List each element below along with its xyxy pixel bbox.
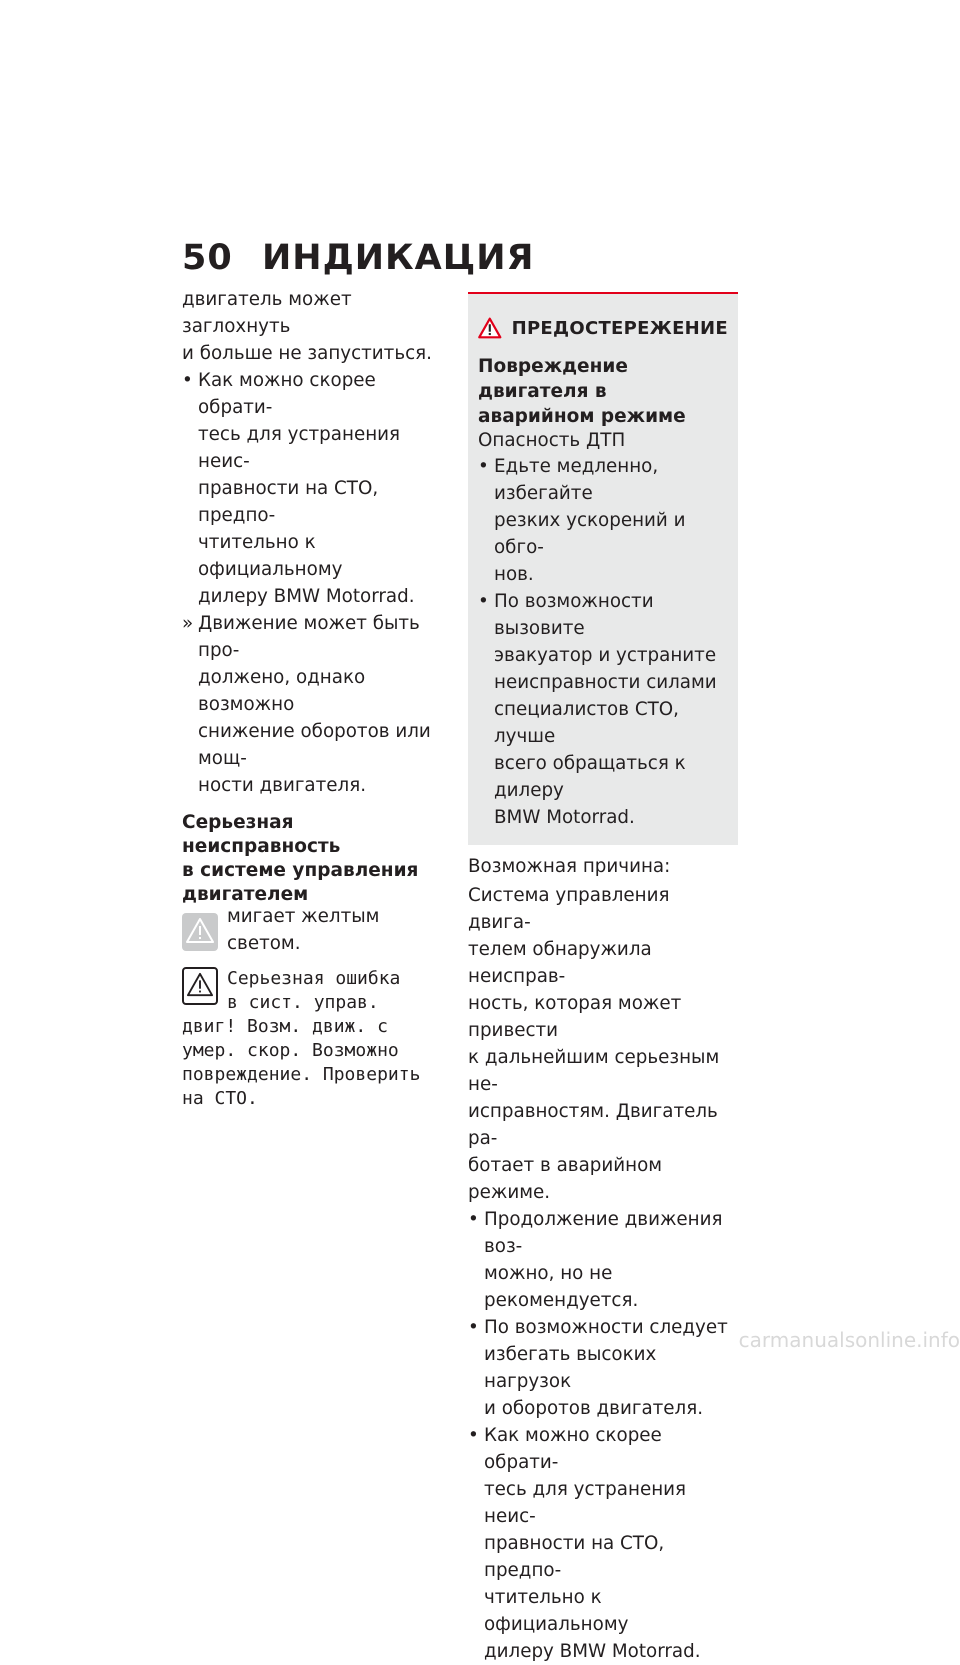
- page-title: ИНДИКАЦИЯ: [262, 238, 535, 278]
- right-column: [468, 292, 738, 1665]
- bullet-item: [182, 367, 450, 610]
- bullet-item: [468, 1314, 738, 1422]
- result-line: ности двигателя.: [198, 775, 367, 796]
- indicator-row: [182, 906, 450, 955]
- section-heading: [182, 811, 450, 907]
- page-header: [182, 238, 534, 278]
- bullet-marker: •: [478, 456, 489, 477]
- result-line: снижение оборотов или мощ-: [198, 721, 431, 769]
- warning-header: [478, 310, 728, 346]
- warning-subheading-line: аварийном режиме: [478, 406, 686, 427]
- intro-line: и больше не запуститься.: [182, 343, 432, 364]
- bullet-marker: •: [478, 591, 489, 612]
- display-message: [182, 967, 450, 1111]
- display-line: двиг! Возм. движ. с: [182, 1016, 388, 1037]
- bullet-line: тесь для устранения неис-: [198, 424, 401, 472]
- cause-line: телем обнаружила неисправ-: [468, 939, 652, 987]
- bullet-line: избегать высоких нагрузок: [484, 1344, 657, 1392]
- bullet-line: специалистов СТО, лучше: [494, 699, 679, 747]
- bullet-line: чтительно к официальному: [198, 532, 343, 580]
- bullet-line: резких ускорений и обго-: [494, 510, 686, 558]
- cause-label: Возможная причина:: [468, 856, 671, 877]
- display-line: в сист. управ.: [227, 992, 379, 1013]
- cause-line: ботает в аварийном режиме.: [468, 1155, 663, 1203]
- bullet-line: BMW Motorrad.: [494, 807, 635, 828]
- cause-line: ность, которая может привести: [468, 993, 682, 1041]
- result-marker: »: [182, 613, 194, 634]
- warning-subheading: [478, 354, 728, 429]
- cause-line: Система управления двига-: [468, 885, 670, 933]
- bullet-marker: •: [468, 1425, 479, 1446]
- display-line: Серьезная ошибка: [227, 968, 401, 989]
- warning-danger: Опасность ДТП: [478, 430, 626, 451]
- intro-line: двигатель может заглохнуть: [182, 289, 352, 337]
- bullet-marker: •: [468, 1209, 479, 1230]
- display-line: умер. скор. Возможно: [182, 1040, 399, 1061]
- bullet-line: Продолжение движения воз-: [484, 1209, 723, 1257]
- page-number: 50: [182, 238, 233, 278]
- bullet-line: неисправности силами: [494, 672, 717, 693]
- bullet-line: и оборотов двигателя.: [484, 1398, 704, 1419]
- bullet-line: Как можно скорее обрати-: [484, 1425, 662, 1473]
- bullet-line: всего обращаться к дилеру: [494, 753, 686, 801]
- bullet-marker: •: [468, 1317, 479, 1338]
- warning-display-icon: [182, 967, 218, 1005]
- result-line: должено, однако возможно: [198, 667, 366, 715]
- heading-line: в системе управления: [182, 860, 419, 881]
- cause-line: к дальнейшим серьезным не-: [468, 1047, 720, 1095]
- bullet-line: правности на СТО, предпо-: [484, 1533, 665, 1581]
- warning-box: [468, 292, 738, 845]
- warning-triangle-icon: [478, 311, 502, 345]
- heading-line: двигателем: [182, 884, 309, 905]
- bullet-item: [468, 1422, 738, 1665]
- bullet-line: нов.: [494, 564, 534, 585]
- cause-text: [468, 882, 738, 1206]
- bullet-line: чтительно к официальному: [484, 1587, 629, 1635]
- indicator-text: мигает желтым светом.: [227, 906, 380, 954]
- heading-line: Серьезная неисправность: [182, 812, 341, 857]
- result-line: Движение может быть про-: [198, 613, 420, 661]
- cause-line: исправностям. Двигатель ра-: [468, 1101, 718, 1149]
- bullet-line: По возможности следует: [484, 1317, 728, 1338]
- bullet-marker: •: [182, 370, 193, 391]
- warning-title: ПРЕДОСТЕРЕЖЕНИЕ: [511, 317, 728, 339]
- display-line: повреждение. Проверить: [182, 1064, 421, 1085]
- warning-light-icon: [182, 913, 218, 951]
- bullet-line: Едьте медленно, избегайте: [494, 456, 659, 504]
- watermark: carmanualsonline.info: [738, 1328, 960, 1352]
- bullet-line: эвакуатор и устраните: [494, 645, 717, 666]
- bullet-line: По возможности вызовите: [494, 591, 654, 639]
- display-line: на СТО.: [182, 1088, 258, 1109]
- left-column: [182, 286, 450, 1111]
- bullet-line: дилеру BMW Motorrad.: [484, 1641, 701, 1662]
- warning-subheading-line: Повреждение двигателя в: [478, 356, 628, 402]
- warning-bullet: [478, 453, 728, 588]
- warning-bullet: [478, 588, 728, 831]
- bullet-line: дилеру BMW Motorrad.: [198, 586, 415, 607]
- bullet-line: Как можно скорее обрати-: [198, 370, 376, 418]
- bullet-line: тесь для устранения неис-: [484, 1479, 687, 1527]
- bullet-item: [468, 1206, 738, 1314]
- bullet-line: можно, но не рекомендуется.: [484, 1263, 639, 1311]
- bullet-line: правности на СТО, предпо-: [198, 478, 379, 526]
- result-item: [182, 610, 450, 799]
